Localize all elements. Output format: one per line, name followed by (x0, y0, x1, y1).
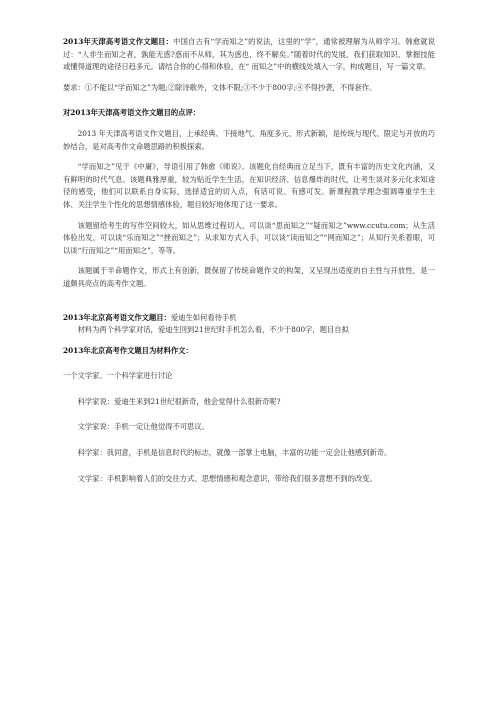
beijing-title-text: 爱迪生如何看待手机 (170, 312, 237, 322)
dialogue-line-3: 科学家：我同意，手机是信息时代的标志，就像一部掌上电脑，丰富的功能一定会让他感到新奇。 (77, 448, 392, 458)
tianjin-review-heading: 对2013年天津高考语文作文题目的点评： (63, 108, 201, 118)
beijing-material: 材料为两个科学家对话，爱迪生回到21世纪时手机怎么看，不少于800字，题目自拟 (77, 325, 349, 335)
beijing-heading: 2013年北京高考作文题目为材料作文： (63, 345, 193, 355)
document-page (63, 36, 435, 485)
tianjin-requirements: 要求：①不能以“学而知之”为题;②除诗歌外，文体不限;③不少于800字;④不得抄袭，不得套作。 (63, 82, 377, 92)
tianjin-title: 2013年天津高考语文作文题目： (63, 37, 174, 46)
beijing-title: 2013年北京高考语文作文题目： (63, 312, 171, 322)
dialogue-line-2: 文学家说：手机一定让他觉得不可思议。 (77, 422, 209, 432)
tianjin-review-paragraph-4: 该题属于半命题作文，形式上有创新，既保留了传统命题作文的构架，又呈现出适度的自主性与开放性，是一道颇具亮点的高考作文题。 (63, 266, 435, 288)
tianjin-review-paragraph-1: 2013 年天津高考语文作文题目，上承经典、下接地气、角度多元、形式新颖，是传统与现代、限定与开放的巧妙结合，是对高考作文命题思路的积极探索。 (63, 128, 435, 151)
tianjin-prompt-paragraph (63, 36, 435, 74)
tianjin-review-paragraph-3: 该题留给考生的写作空间较大，如从思维过程切入，可以谈“思而知之”“疑而知之”www.ccutu.com；从生活体验出发，可以谈“乐而知之”“挫而知之”；从求知方式入手，可以谈“读而知之”“网而知之”；从知行关系着眼，可以谈“行而知之”“用而知之”，等等。 (63, 220, 435, 255)
dialogue-line-1: 科学家说：爱迪生来到21世纪很新奇，他会觉得什么很新奇呢? (77, 396, 281, 406)
beijing-intro: 一个文学家、一个科学家进行讨论 (63, 371, 173, 381)
beijing-title-paragraph (63, 312, 435, 325)
tianjin-prompt-text: 中国自古有“学而知之”的说法，这里的“学”，通常被理解为从师学习。韩愈就说过：“人非生而知之者，孰能无惑?惑而不从师，其为惑也，终不解矣。”随着时代的发展，我们获取知识、掌握技能或懂得道理的途径日趋多元。请结合你的心得和体验，在“ 而知之”中的横线处填入一字，构成题目，写一篇文章。 (63, 37, 436, 72)
tianjin-review-paragraph-2: “学而知之”见于《中庸》，导语引用了韩愈《师说》。该题化自经典而立足当下，既有丰富的历史文化内涵，又有鲜明的时代气息。该题典雅厚重，较为贴近学生生活。在知识经济、信息爆炸的时代，让考生谈对多元化求知途径的感受，他们可以联系自身实际，选择适宜的切入点，有话可说、有感可发。新课程教学理念强调尊重学生主体、关注学生个性化的思想情感体验，题目较好地体现了这一要求。 (63, 162, 435, 209)
dialogue-line-4: 文学家：手机影响着人们的交往方式、思想情感和观念意识，带给我们很多意想不到的改变。 (77, 473, 377, 483)
